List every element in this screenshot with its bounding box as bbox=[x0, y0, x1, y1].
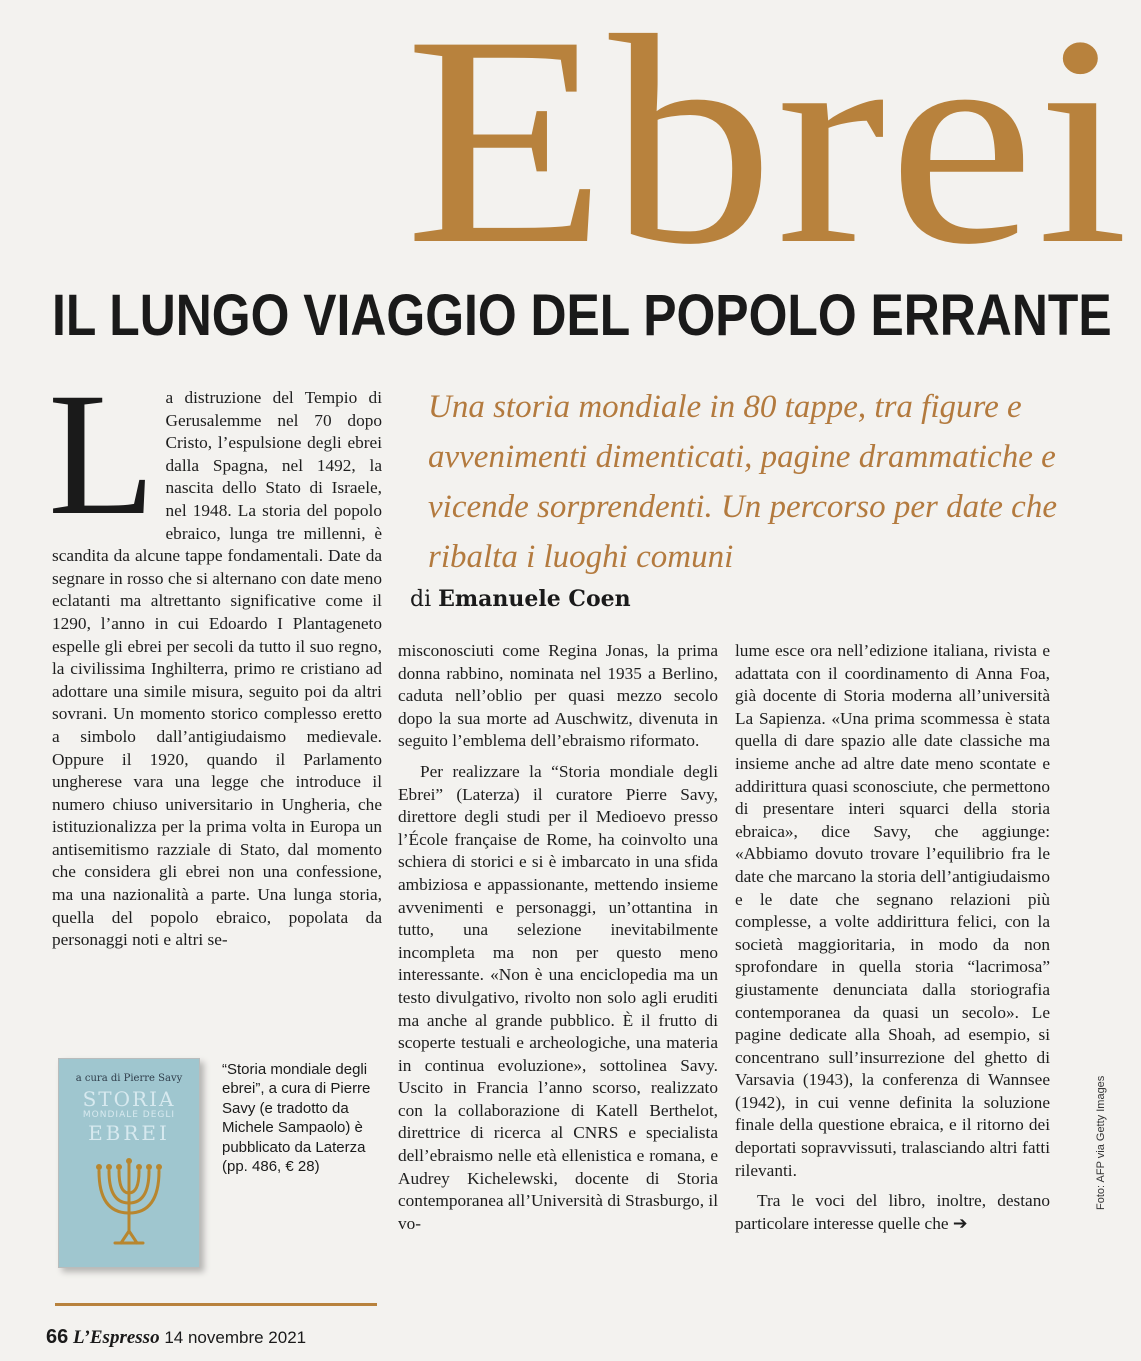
page-number: 66 bbox=[46, 1326, 69, 1348]
body-column-2 bbox=[398, 640, 718, 1235]
byline-prefix: di bbox=[410, 587, 432, 612]
book-cover-title: STORIA bbox=[82, 1087, 176, 1111]
book-cover-title: EBREI bbox=[88, 1121, 170, 1145]
page-footer bbox=[46, 1326, 306, 1349]
body-paragraph: misconosciuti come Regina Jonas, la prima donna rabbino, nominata nel 1935 a Berlino, caduta nell’oblio per quasi mezzo secolo dopo la sua morte ad Auschwitz, divenuta in seguito l’emblema dell’ebraismo riformato. bbox=[398, 641, 718, 751]
body-paragraph: a distruzione del Tempio di Gerusalemme nel 70 dopo Cristo, l’espulsione degli ebrei dalla Spagna, nel 1492, la nascita dello Stato di Israele, nel 1948. La storia del popolo ebraico, lunga tre millenni, è scandita da alcune tappe fondamentali. Date da segnare in rosso che si alternano con date meno eclatanti ma altrettanto significative come il 1290, l’anno in cui Edoardo I Plantageneto espelle gli ebrei per secoli da tutto il suo regno, la civilissima Inghilterra, primo re cristiano ad adottare una simile misura, seguito poi da altri sovrani. Un momento storico complesso eretto a simbolo dall’antigiudaismo medievale. Oppure il 1920, quando il Parlamento ungherese vara una legge che introduce il numero chiuso universitario in Ungheria, che istituzionalizza per la prima volta in Europa un antisemitismo razziale di Stato, dal momento che considera gli ebrei non una confessione, ma una nazionalità a parte. Una lunga storia, quella del popolo ebraico, popolata da personaggi noti e altri se- bbox=[52, 388, 382, 950]
deck-subtitle: Una storia mondiale in 80 tappe, tra figure e avvenimenti dimenticati, pagine drammatiche e vicende sorprendenti. Un percorso per date che ribalta i luoghi comuni bbox=[428, 389, 1057, 575]
book-caption: “Storia mondiale degli ebrei”, a cura di Pierre Savy (e tradotto da Michele Sampaolo) è pubblicato da Laterza (pp. 486, € 28) bbox=[222, 1061, 371, 1176]
menorah-icon bbox=[79, 1151, 179, 1251]
divider bbox=[55, 1303, 377, 1306]
body-column-3 bbox=[735, 640, 1050, 1235]
drop-cap: L bbox=[48, 357, 156, 552]
magazine-name: L’Espresso bbox=[73, 1327, 160, 1348]
book-cover-image bbox=[58, 1058, 200, 1268]
headline: IL LUNGO VIAGGIO DEL POPOLO ERRANTE bbox=[52, 283, 1112, 348]
body-paragraph: Tra le voci del libro, inoltre, destano particolare interesse quelle che ➔ bbox=[735, 1191, 1050, 1233]
byline bbox=[410, 586, 631, 612]
body-paragraph: lume esce ora nell’edizione italiana, rivista e adattata con il coordinamento di Anna Foa, già docente di Storia moderna all’università La Sapienza. «Una prima scommessa è stata quella di dare spazio alle date classiche ma insieme anche ad altre date meno scontate e addirittura quasi sconosciute, che permettono di presentare interi squarci della storia ebraica», dice Savy, che aggiunge: «Abbiamo dovuto trovare l’equilibrio fra le date che marcano la storia dell’antigiudaismo e le date che segnano relazioni più complesse, a volte addirittura felici, con la società maggioritaria, in modo da non sprofondare in quella storia “lacrimosa” giustamente denunciata dalla storiografia contemporanea da quasi un secolo». Le pagine dedicate alla Shoah, ad esempio, si concentrano sull’insurrezione del ghetto di Varsavia (1943), la conferenza di Wannsee (1942), in cui venne definita la soluzione finale della questione ebraica, e il ritorno dei deportati sopravvissuti, tralasciando altri fatti rilevanti. bbox=[735, 641, 1050, 1180]
title-word: Ebrei bbox=[405, 0, 1131, 306]
photo-credit: Foto: AFP via Getty Images bbox=[1095, 1075, 1107, 1210]
issue-date: 14 novembre 2021 bbox=[164, 1328, 307, 1347]
byline-author: Emanuele Coen bbox=[438, 586, 631, 612]
body-paragraph: Per realizzare la “Storia mondiale degli Ebrei” (Laterza) il curatore Pierre Savy, direttore degli studi per il Medioevo presso l’École française de Rome, ha coinvolto una schiera di storici e si è imbarcato in una sfida ambiziosa e appassionante, mettendo insieme avvenimenti e personaggi, un’ottantina in tutto, una selezione inevitabilmente incompleta ma non per questo meno interessante. «Non è una enciclopedia ma un testo divulgativo, rivolto non solo agli eruditi ma anche al grande pubblico. È il frutto di scoperte testuali e archeologiche, una materia in continua evoluzione», sottolinea Savy. Uscito in Francia l’anno scorso, realizzato con la collaborazione di Katell Berthelot, direttrice di ricerca al CNRS e specialista dell’ebraismo nelle età ellenistica e romana, e Audrey Kichelewski, docente di Storia contemporanea all’Università di Strasburgo, il vo- bbox=[398, 761, 718, 1233]
body-column-1 bbox=[48, 357, 382, 952]
book-cover-subtitle: MONDIALE DEGLI bbox=[82, 1110, 176, 1120]
book-cover-author: a cura di Pierre Savy bbox=[75, 1073, 183, 1084]
